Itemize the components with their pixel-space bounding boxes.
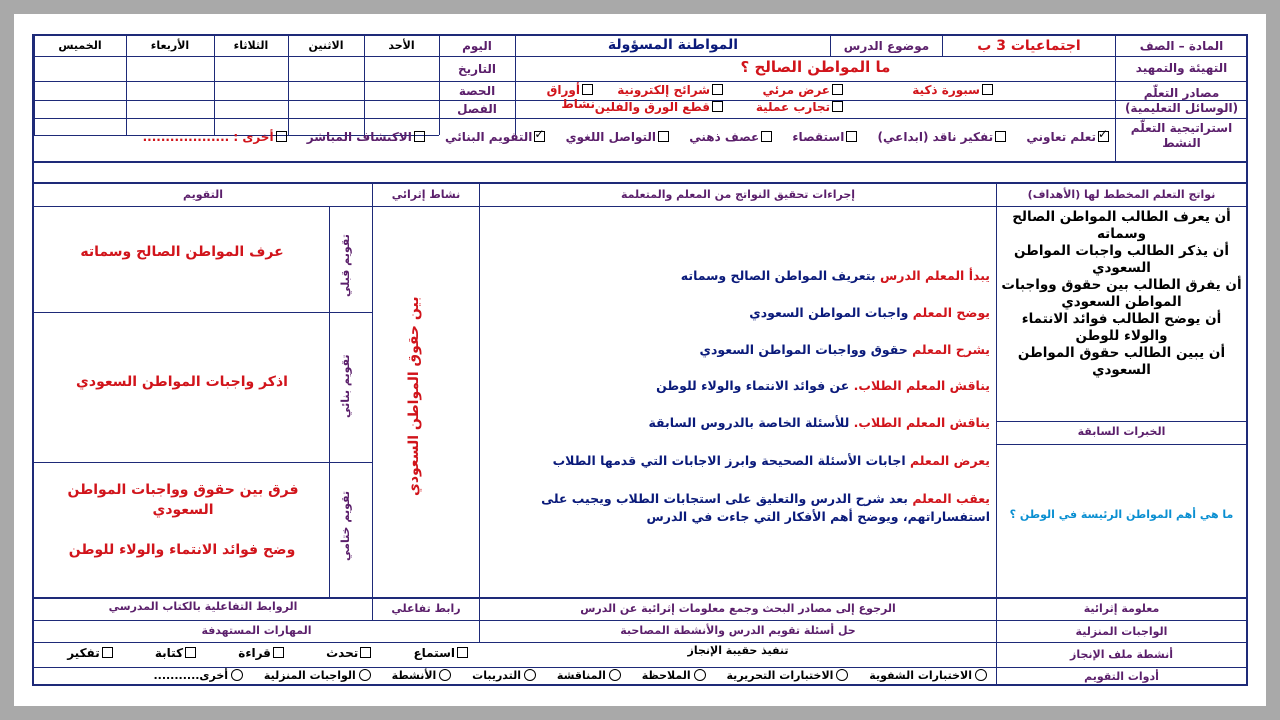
tool-discussion[interactable]: المناقشة — [557, 669, 624, 682]
activity-header: نشاط إثرائي — [391, 188, 461, 201]
strategy-options — [36, 130, 1111, 144]
strategy-brainstorm[interactable]: عصف ذهني — [689, 130, 774, 144]
skill-listening[interactable]: استماع — [413, 646, 470, 660]
tool-oral[interactable]: الاختبارات الشفوية — [869, 669, 990, 682]
prior-label: الخبرات السابقة — [1077, 425, 1166, 438]
topic-label: موضوع الدرس — [843, 39, 930, 53]
intro-label: التهيئة والتمهيد — [1135, 61, 1228, 75]
skills-label: المهارات المستهدفة — [201, 624, 312, 637]
strategy-critical[interactable]: تفكير ناقد (ابداعي) — [878, 130, 1009, 144]
eval-pre: عرف المواطن الصالح وسماته — [80, 244, 284, 260]
eval-label-final: تقويم ختامي — [339, 490, 352, 562]
link-value[interactable]: الروابط التفاعلية بالكتاب المدرسي — [108, 600, 298, 613]
skill-writing[interactable]: كتابة — [155, 646, 198, 660]
eval-label-pre: تقويم قبلي — [339, 234, 352, 298]
source-visual[interactable]: عرض مرئي — [762, 83, 845, 97]
tool-activities[interactable]: الأنشطة — [392, 669, 455, 682]
outcome-2: أن يذكر الطالب واجبات المواطن السعودي — [1014, 243, 1229, 276]
procedures-header: إجراءات تحقيق النواتج من المعلم والمتعلمة — [620, 188, 856, 201]
procedure-5: يناقش المعلم الطلاب. للأسئلة الخاصة بالدروس السابقة — [648, 415, 990, 430]
strategy-discovery[interactable]: الاكتشاف المباشر — [307, 130, 427, 144]
eval-final-2: وضح فوائد الانتماء والولاء للوطن — [68, 542, 296, 558]
achievement-value: تنفيذ حقيبة الإنجاز — [687, 644, 789, 657]
procedure-6: يعرض المعلم اجابات الأسئلة الصحيحة وابرز الاجابات التي قدمها الطلاب — [552, 453, 990, 468]
tools-options — [38, 669, 990, 682]
strategy-other[interactable]: أخرى : ................... — [143, 130, 289, 144]
outcomes-header: نواتج التعلم المخطط لها (الأهداف) — [1027, 188, 1216, 201]
day-thursday: الخميس — [58, 39, 102, 52]
tool-written[interactable]: الاختبارات التحريرية — [727, 669, 852, 682]
outcome-5: أن يبين الطالب حقوق المواطن السعودي — [1017, 345, 1226, 378]
homework-label: الواجبات المنزلية — [1075, 625, 1168, 638]
source-smartboard[interactable]: سبورة ذكية — [912, 83, 995, 97]
homework-value: حل أسئلة تقويم الدرس والأنشطة المصاحبة — [620, 624, 856, 637]
outcome-4: أن يوضح الطالب فوائد الانتماء والولاء للوطن — [1021, 311, 1222, 344]
sources-options — [516, 81, 1115, 118]
source-slides[interactable]: شرائح إلكترونية — [617, 83, 725, 97]
day-label: اليوم — [462, 39, 492, 53]
tool-homework[interactable]: الواجبات المنزلية — [264, 669, 374, 682]
strategy-language[interactable]: التواصل اللغوي — [566, 130, 671, 144]
day-wednesday: الأربعاء — [150, 39, 190, 52]
day-monday: الاثنين — [308, 39, 344, 52]
skills-options — [40, 646, 470, 660]
eval-label-formative: تقويم بنائي — [339, 354, 352, 418]
tool-exercises[interactable]: التدريبات — [472, 669, 539, 682]
procedure-2: يوضح المعلم واجبات المواطن السعودي — [749, 305, 990, 320]
class-label: الفصل — [457, 102, 497, 116]
tool-other[interactable]: أخرى........... — [153, 669, 246, 682]
strategy-formative[interactable]: ✓التقويم البنائي — [445, 130, 547, 144]
link-label: رابط تفاعلي — [391, 602, 461, 615]
skill-reading[interactable]: قراءة — [238, 646, 286, 660]
procedure-4: يناقش المعلم الطلاب. عن فوائد الانتماء والولاء للوطن — [656, 378, 990, 393]
procedure-3: يشرح المعلم حقوق وواجبات المواطن السعودي — [699, 342, 990, 357]
intro-value: ما المواطن الصالح ؟ — [740, 58, 891, 76]
source-experiments[interactable]: تجارب عملية — [756, 100, 845, 114]
outcomes-list — [999, 209, 1244, 379]
subject-value: اجتماعيات 3 ب — [977, 38, 1081, 54]
tool-observation[interactable]: الملاحظة — [642, 669, 709, 682]
sources-label: مصادر التعلّم (الوسائل التعليمية) — [1124, 86, 1239, 115]
tools-label: أدوات التقويم — [1084, 670, 1159, 683]
period-label: الحصة — [458, 84, 496, 98]
activity-text: بين حقوق المواطن السعودي — [406, 296, 422, 496]
subject-label: المادة – الصف — [1139, 39, 1224, 53]
page-frame — [14, 14, 1266, 706]
outcome-3: أن يفرق الطالب بين حقوق وواجبات المواطن السعودي — [1001, 277, 1242, 310]
day-tuesday: الثلاثاء — [233, 39, 269, 52]
eval-formative: اذكر واجبات المواطن السعودي — [76, 374, 288, 390]
procedure-7: يعقب المعلم بعد شرح الدرس والتعليق على استجابات الطلاب ويجيب على استفساراتهم، ويوضح أهم الأفكار التي جاءت في الدرس — [541, 491, 990, 524]
strategy-inquiry[interactable]: استقصاء — [792, 130, 859, 144]
topic-value: المواطنة المسؤولة — [607, 37, 739, 53]
source-worksheets[interactable]: أوراق نشاط — [546, 83, 595, 111]
date-label: التاريخ — [457, 62, 497, 76]
achievement-label: أنشطة ملف الإنجاز — [1069, 648, 1174, 661]
day-sunday: الأحد — [388, 39, 415, 52]
procedure-1: يبدأ المعلم الدرس بتعريف المواطن الصالح وسماته — [680, 268, 990, 283]
skill-speaking[interactable]: تحدث — [326, 646, 373, 660]
info-value: الرجوع إلى مصادر البحث وجمع معلومات إثرائية عن الدرس — [580, 602, 896, 615]
info-label: معلومة إثرائية — [1083, 602, 1160, 615]
strategy-label: استراتيجية التعلّم النشط — [1130, 121, 1233, 150]
lesson-plan-table — [32, 34, 1248, 686]
evaluation-header: التقويم — [183, 188, 223, 201]
eval-final-1: فرق بين حقوق وواجبات المواطن السعودي — [67, 482, 299, 518]
skill-thinking[interactable]: تفكير — [67, 646, 114, 660]
source-paper[interactable]: قطع الورق والفلين — [595, 100, 725, 114]
strategy-cooperative[interactable]: ✓تعلم تعاوني — [1026, 130, 1111, 144]
outcome-1: أن يعرف الطالب المواطن الصالح وسماته — [1012, 209, 1231, 242]
prior-value: ما هي أهم المواطن الرئيسة في الوطن ؟ — [1009, 508, 1234, 521]
